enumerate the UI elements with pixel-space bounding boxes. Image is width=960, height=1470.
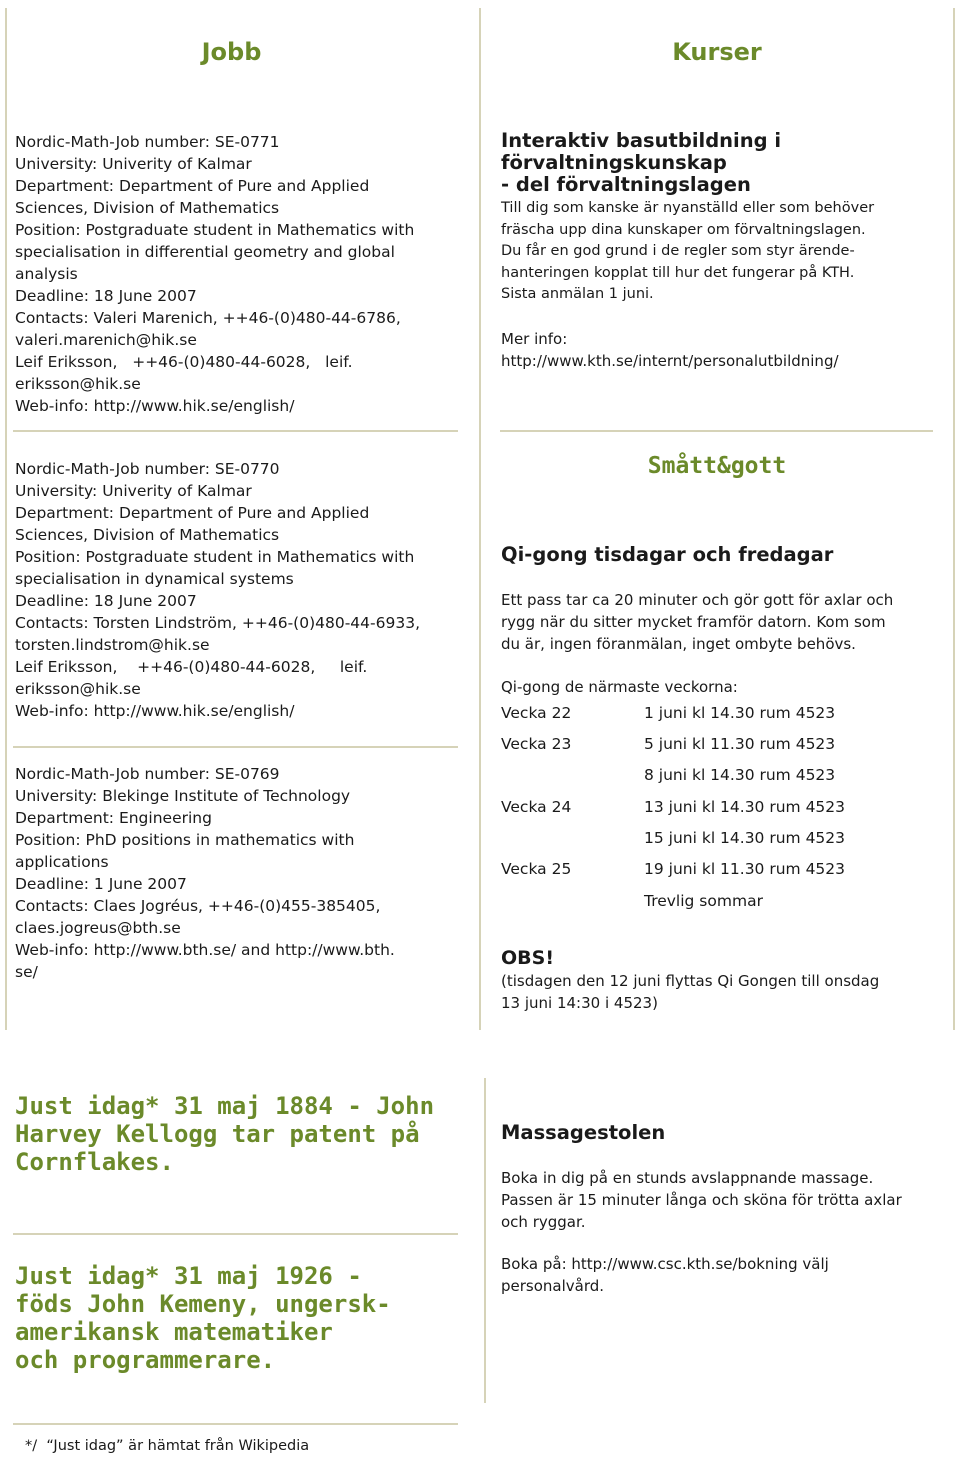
job-line: Sciences, Division of Mathematics [15, 199, 280, 217]
schedule-date: 5 juni kl 11.30 rum 4523 [644, 735, 836, 753]
schedule-date: 19 juni kl 11.30 rum 4523 [644, 860, 846, 878]
job-line: Department: Department of Pure and Applied [15, 504, 370, 522]
obs-label: OBS! [501, 947, 554, 969]
just-idag-line: föds John Kemeny, ungersk- [15, 1290, 391, 1318]
job-listing-se-0769 [15, 763, 465, 983]
course-title-line: förvaltningskunskap [501, 151, 727, 174]
job-web-link[interactable]: se/ [15, 963, 38, 981]
more-info-label: Mer info: [501, 330, 568, 348]
qigong-body-line: du är, ingen föranmälan, inget ombyte behövs. [501, 635, 856, 653]
kurser-divider-1 [500, 430, 933, 432]
job-line: Deadline: 1 June 2007 [15, 875, 187, 893]
job-line: University: Blekinge Institute of Technology [15, 787, 351, 805]
job-line: applications [15, 853, 109, 871]
course-body-line: Sista anmälan 1 juni. [501, 286, 654, 302]
qigong-schedule [501, 704, 921, 924]
job-web-link[interactable]: Web-info: http://www.hik.se/english/ [15, 397, 295, 415]
just-idag-line: amerikansk matematiker [15, 1318, 333, 1346]
job-email-link[interactable]: eriksson@hik.se [15, 375, 141, 393]
job-line: Nordic-Math-Job number: SE-0771 [15, 133, 280, 151]
job-email-link[interactable]: eriksson@hik.se [15, 680, 141, 698]
just-idag-kellogg [15, 1092, 434, 1176]
massage-booking-link[interactable]: Boka på: http://www.csc.kth.se/bokning välj [501, 1255, 829, 1273]
just-idag-line: Just idag* 31 maj 1926 - [15, 1262, 362, 1290]
job-line: University: Univerity of Kalmar [15, 482, 252, 500]
right-border-line [953, 8, 955, 1030]
more-info-link[interactable]: http://www.kth.se/internt/personalutbildning/ [501, 352, 839, 370]
job-line: analysis [15, 265, 78, 283]
course-body-line: Du får en god grund i de regler som styr ärende- [501, 243, 855, 259]
jobb-divider-1 [13, 430, 458, 432]
job-line: Position: Postgraduate student in Mathematics with [15, 221, 415, 239]
just-idag-line: och programmerare. [15, 1346, 276, 1374]
job-line: specialisation in differential geometry and global [15, 243, 395, 261]
course-title-line: Interaktiv basutbildning i [501, 129, 782, 152]
massage-body-line: Boka in dig på en stunds avslappnande massage. [501, 1169, 874, 1187]
job-line: Department: Engineering [15, 809, 212, 827]
course-more-info [501, 328, 839, 372]
course-body [501, 198, 874, 306]
wikipedia-footnote: */ “Just idag” är hämtat från Wikipedia [25, 1438, 310, 1454]
course-body-line: hanteringen kopplat till hur det fungerar på KTH. [501, 264, 855, 281]
center-divider-bottom [484, 1078, 486, 1403]
job-listing-se-0771 [15, 131, 465, 417]
jobb-title: Jobb [201, 38, 262, 66]
just-idag-line: Just idag* 31 maj 1884 - John [15, 1092, 435, 1120]
obs-note-line: (tisdagen den 12 juni flyttas Qi Gongen till onsdag [501, 972, 880, 990]
job-listing-se-0770 [15, 458, 465, 722]
qigong-body-line: Ett pass tar ca 20 minuter och gör gott för axlar och [501, 591, 894, 609]
center-divider-top [479, 8, 481, 1030]
massage-booking [501, 1253, 829, 1297]
course-body-line: Till dig som kanske är nyanställd eller som behöver [501, 200, 875, 216]
schedule-date: 15 juni kl 14.30 rum 4523 [644, 829, 846, 847]
job-line: Deadline: 18 June 2007 [15, 592, 197, 610]
job-line: specialisation in dynamical systems [15, 570, 294, 588]
schedule-intro: Qi-gong de närmaste veckorna: [501, 678, 738, 696]
schedule-week: Vecka 24 [501, 798, 572, 816]
job-line: Contacts: Valeri Marenich, ++46-(0)480-44-6786, [15, 309, 401, 327]
schedule-week: Vecka 23 [501, 735, 572, 753]
jobb-divider-2 [13, 746, 458, 748]
obs-note [501, 970, 879, 1014]
course-title-line: - del förvaltningslagen [501, 173, 751, 196]
schedule-date: 1 juni kl 14.30 rum 4523 [644, 704, 836, 722]
massage-body-line: och ryggar. [501, 1213, 586, 1231]
job-line: Leif Eriksson, ++46-(0)480-44-6028, leif. [15, 353, 353, 371]
just-idag-divider [13, 1233, 458, 1235]
schedule-date: 13 juni kl 14.30 rum 4523 [644, 798, 846, 816]
smatt-gott-title: Smått&gott [647, 453, 787, 479]
schedule-date: Trevlig sommar [644, 892, 763, 910]
job-line: Nordic-Math-Job number: SE-0770 [15, 460, 280, 478]
job-line: Position: Postgraduate student in Mathematics with [15, 548, 415, 566]
job-line: Nordic-Math-Job number: SE-0769 [15, 765, 280, 783]
job-line: Department: Department of Pure and Applied [15, 177, 370, 195]
left-border-line [5, 8, 7, 1030]
footer-divider [13, 1423, 458, 1425]
job-web-link[interactable]: Web-info: http://www.bth.se/ and http://www.bth. [15, 941, 395, 959]
job-line: Deadline: 18 June 2007 [15, 287, 197, 305]
job-line: Sciences, Division of Mathematics [15, 526, 280, 544]
schedule-week: Vecka 22 [501, 704, 572, 722]
job-line: Contacts: Claes Jogréus, ++46-(0)455-385405, [15, 897, 381, 915]
job-email-link[interactable]: valeri.marenich@hik.se [15, 331, 197, 349]
job-web-link[interactable]: Web-info: http://www.hik.se/english/ [15, 702, 295, 720]
obs-note-line: 13 juni 14:30 i 4523) [501, 994, 658, 1012]
qigong-body [501, 589, 893, 655]
massage-booking-line: personalvård. [501, 1277, 605, 1295]
qigong-title: Qi-gong tisdagar och fredagar [501, 543, 834, 566]
just-idag-line: Cornflakes. [15, 1148, 174, 1176]
massage-body [501, 1167, 902, 1233]
schedule-date: 8 juni kl 14.30 rum 4523 [644, 766, 836, 784]
course-body-line: fräscha upp dina kunskaper om förvaltningslagen. [501, 221, 866, 238]
just-idag-line: Harvey Kellogg tar patent på [15, 1120, 420, 1148]
schedule-week: Vecka 25 [501, 860, 572, 878]
massage-title: Massagestolen [501, 1121, 666, 1144]
job-line: Leif Eriksson, ++46-(0)480-44-6028, leif. [15, 658, 368, 676]
job-line: Contacts: Torsten Lindström, ++46-(0)480-44-6933, [15, 614, 420, 632]
job-line: University: Univerity of Kalmar [15, 155, 252, 173]
qigong-body-line: rygg när du sitter mycket framför datorn. Kom som [501, 613, 886, 631]
job-line: Position: PhD positions in mathematics with [15, 831, 355, 849]
just-idag-kemeny [15, 1262, 391, 1374]
job-email-link[interactable]: claes.jogreus@bth.se [15, 919, 181, 937]
kurser-title: Kurser [672, 38, 762, 66]
course-title [501, 130, 781, 196]
job-email-link[interactable]: torsten.lindstrom@hik.se [15, 636, 210, 654]
massage-body-line: Passen är 15 minuter långa och sköna för trötta axlar [501, 1191, 902, 1209]
